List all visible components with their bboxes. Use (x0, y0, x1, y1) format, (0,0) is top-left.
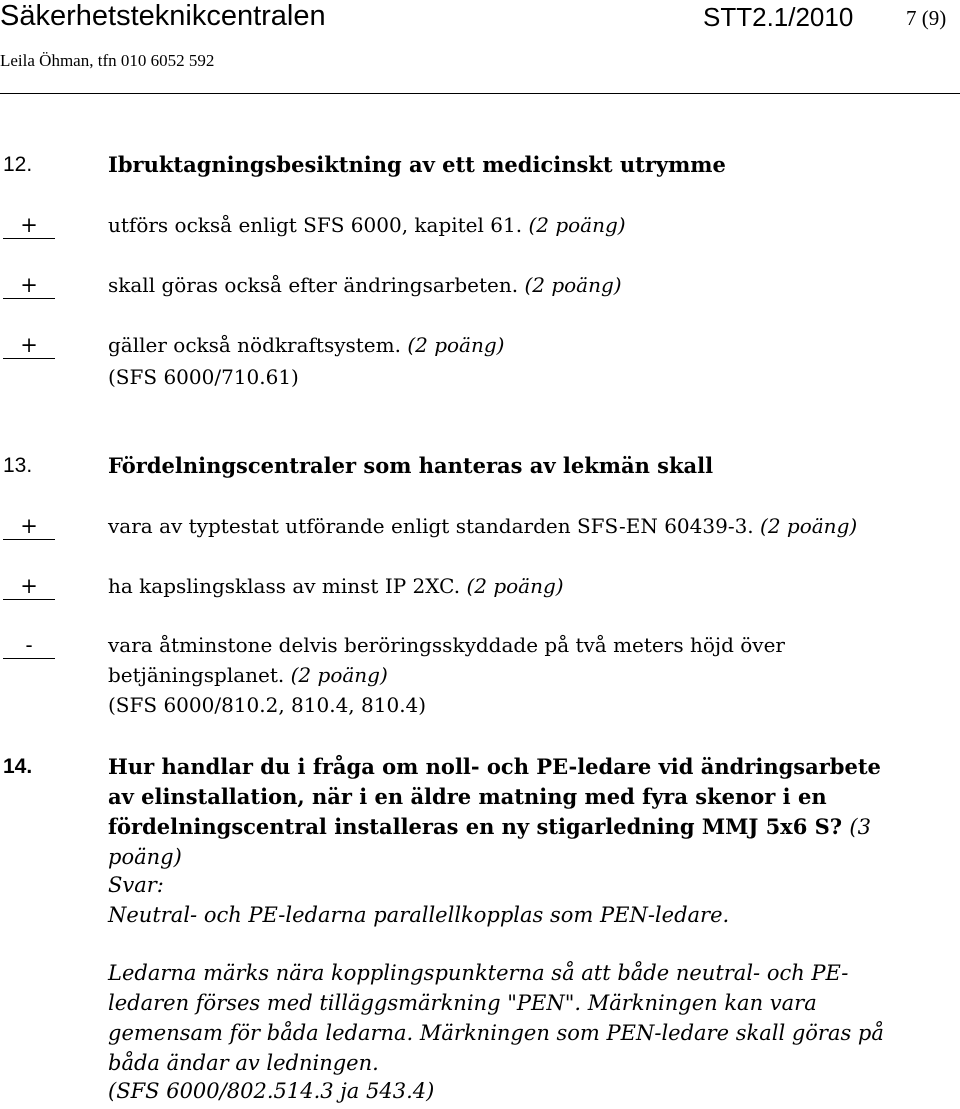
header-divider (0, 93, 960, 94)
statement-12-3 (108, 332, 504, 358)
question-title-12: Ibruktagningsbesiktning av ett medicinskt utrymme (108, 152, 726, 177)
answer-paragraph-2: Ledarna märks nära kopplingspunkterna så att både neutral- och PE-ledaren förses med tilläggsmärkning "PEN". Märkningen kan vara gemensam för båda ledarna. Märkningen som PEN-ledare skall göras på båda ändar av ledningen. (108, 961, 884, 1075)
question-number-14: 14. (3, 755, 33, 778)
statement-13-1 (108, 513, 857, 539)
answer-mark: - (3, 632, 55, 659)
points-label: (2 poäng) (466, 574, 564, 598)
points-label: (3 poäng) (108, 815, 871, 869)
statement-text: utförs också enligt SFS 6000, kapitel 61. (108, 213, 523, 237)
points-label: (2 poäng) (290, 663, 388, 687)
organization-name: Säkerhetsteknikcentralen (0, 0, 326, 32)
statement-text: vara av typtestat utförande enligt standarden SFS-EN 60439-3. (108, 514, 754, 538)
points-label: (2 poäng) (528, 213, 626, 237)
answer-mark: + (3, 332, 55, 359)
question-number-13: 13. (3, 454, 33, 477)
statement-12-1 (108, 212, 626, 238)
answer-mark: + (3, 272, 55, 299)
document-code: STT2.1/2010 (703, 2, 854, 32)
reference-12: (SFS 6000/710.61) (108, 365, 299, 389)
answer-mark: + (3, 212, 55, 239)
question-title-13: Fördelningscentraler som hanteras av lekmän skall (108, 453, 714, 478)
statement-text: gäller också nödkraftsystem. (108, 333, 401, 357)
question-text-14 (108, 752, 908, 872)
reference-14: (SFS 6000/802.514.3 ja 543.4) (108, 1079, 435, 1103)
statement-13-3-cont (108, 662, 388, 688)
statement-text: vara åtminstone delvis beröringsskyddade på två meters höjd över (108, 633, 785, 657)
answer-label: Svar: (108, 873, 164, 897)
statement-13-2 (108, 573, 564, 599)
points-label: (2 poäng) (524, 273, 622, 297)
page-number: 7 (9) (906, 6, 947, 30)
points-label: (2 poäng) (407, 333, 505, 357)
question-number-12: 12. (3, 153, 33, 176)
answer-mark: + (3, 573, 55, 600)
answer-mark: + (3, 513, 55, 540)
statement-12-2 (108, 272, 622, 298)
points-label: (2 poäng) (760, 514, 858, 538)
statement-text: ha kapslingsklass av minst IP 2XC. (108, 574, 461, 598)
author-contact: Leila Öhman, tfn 010 6052 592 (0, 51, 215, 70)
question-text: Hur handlar du i fråga om noll- och PE-ledare vid ändringsarbete av elinstallation, när i en äldre matning med fyra skenor i en fördelningscentral installeras en ny stigarledning MMJ 5x6 S? (108, 754, 881, 839)
statement-text: betjäningsplanet. (108, 663, 285, 687)
statement-13-3 (108, 632, 785, 658)
statement-text: skall göras också efter ändringsarbeten. (108, 273, 519, 297)
answer-line-1: Neutral- och PE-ledarna parallellkopplas som PEN-ledare. (108, 903, 730, 927)
reference-13: (SFS 6000/810.2, 810.4, 810.4) (108, 693, 427, 717)
